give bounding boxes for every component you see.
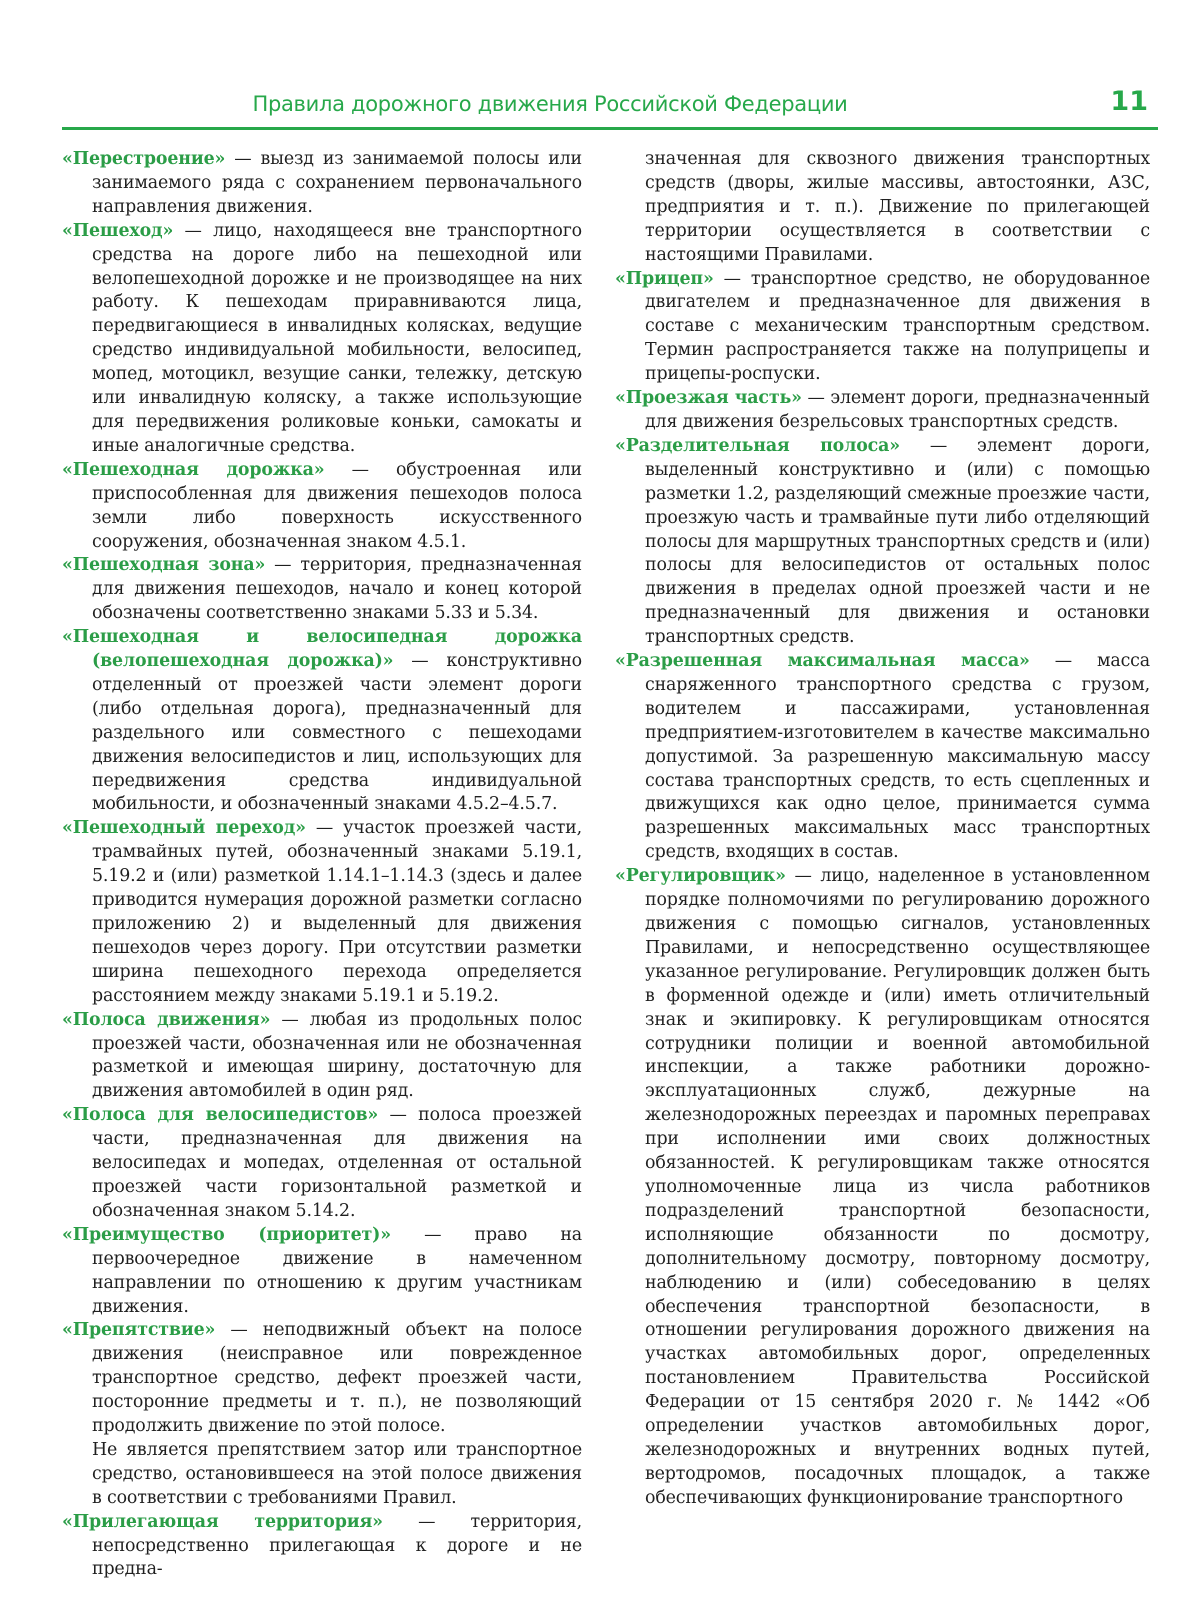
definition-text: — обустроенная или приспособленная для движения пешеходов полоса земли либо поверхность искусственного сооружения, обозначенная знаком 4.5.1.: [92, 459, 582, 552]
definition-text: — территория, предназначенная для движения пешеходов, начало и конец которой обозначены соответственно знаками 5.33 и 5.34.: [92, 555, 582, 624]
definition-text: — любая из продольных полос проезжей части, обозначенная или не обозначенная разметкой и имеющая ширину, достаточную для движения автомобилей в один ряд.: [92, 1009, 582, 1102]
definition-entry: [62, 1104, 582, 1224]
definition-text: — лицо, наделенное в установленном порядке полномочиями по регулированию дорожного движения с помощью сигналов, установленных Правилами, и непосредственно осуществляющее указанное регулирование. Регулировщик должен быть в форменной одежде и (или) иметь отличительный знак и экипировку. К регулировщикам относятся сотрудники полиции и военной автомобильной инспекции, а также работники дорожно-эксплуатационных служб, дежурные на железнодорожных переездах и паромных переправах при исполнении ими своих должностных обязанностей. К регулировщикам также относятся уполномоченные лица из числа работников подразделений транспортной безопасности, исполняющие обязанности по досмотру, дополнительному досмотру, повторному досмотру, наблюдению и (или) собеседованию в целях обеспечения транспортной безопасности, в отношении регулирования дорожного движения на участках автомобильных дорог, определенных постановлением Правительства Российской Федерации от 15 сентября 2020 г. № 1442 «Об определении участков автомобильных дорог, железнодорожных и внутренних водных путей, вертодромов, посадочных площадок, а также обеспечивающих функционирование транспортного: [645, 866, 1150, 1508]
header-divider: [62, 127, 1158, 130]
definition-term: «Прилегающая территория»: [62, 1511, 383, 1532]
definition-term: «Пешеход»: [62, 220, 174, 241]
definition-term: «Полоса движения»: [62, 1009, 271, 1030]
definition-term: «Пешеходная дорожка»: [62, 459, 325, 480]
definition-entry: [62, 1511, 582, 1583]
definition-term: «Пешеходная и велосипедная дорожка (велопешеходная дорожка)»: [62, 627, 582, 672]
definition-term: «Полоса для велосипедистов»: [62, 1105, 379, 1126]
left-column: [62, 148, 582, 1582]
definition-entry: [615, 650, 1150, 865]
definition-entry: [62, 1009, 582, 1105]
page-number: 11: [1110, 86, 1148, 117]
definition-text: — полоса проезжей части, предназначенная для движения на велосипедах и мопедах, отделенная от остальной проезжей части горизонтальной разметкой и обозначенная знаком 5.14.2.: [92, 1105, 582, 1221]
definition-text: — элемент дороги, выделенный конструктивно и (или) с помощью разметки 1.2, разделяющий смежные проезжие части, проезжую часть и трамвайные пути либо отделяющий полосы для маршрутных транспортных средств и (или) полосы для велосипедистов от остальных полос движения в пределах одной проезжей части и не предназначенный для движения и остановки транспортных средств.: [645, 435, 1150, 648]
definition-term: «Регулировщик»: [615, 866, 786, 887]
definition-entry: [62, 1224, 582, 1320]
running-title: Правила дорожного движения Российской Федерации: [252, 92, 848, 116]
definition-continuation: [62, 1439, 582, 1511]
definition-term: «Разрешенная максимальная масса»: [615, 651, 1030, 672]
definition-term: «Преимущество (приоритет)»: [62, 1224, 391, 1245]
right-column: [615, 148, 1150, 1511]
definition-entry: [62, 220, 582, 459]
definition-entry: [62, 459, 582, 555]
definition-text: — элемент дороги, предназначенный для движения безрельсовых транспортных средств.: [645, 388, 1150, 432]
definition-entry: [615, 387, 1150, 435]
definition-text: — выезд из занимаемой полосы или занимаемого ряда с сохранением первоначального направления движения.: [92, 149, 582, 217]
definition-text: — участок проезжей части, трамвайных путей, обозначенный знаками 5.19.1, 5.19.2 и (или) разметкой 1.14.1–1.14.3 (здесь и далее приводится нумерация дорожной разметки согласно приложению 2) и выделенный для движения пешеходов через дорогу. При отсутствии разметки ширина пешеходного перехода определяется расстоянием между знаками 5.19.1 и 5.19.2.: [92, 818, 582, 1006]
definition-text: — право на первоочередное движение в намеченном направлении по отношению к другим участникам движения.: [92, 1224, 582, 1317]
page-header: [62, 84, 1158, 128]
definition-entry: [62, 626, 582, 817]
definition-text: — территория, непосредственно прилегающая к дороге и не предна-: [92, 1511, 582, 1580]
definition-entry: [62, 554, 582, 626]
definition-text: — конструктивно отделенный от проезжей части элемент дороги (либо отдельная дорога), предназначенный для раздельного или совместного с пешеходами движения велосипедистов и лиц, использующих для передвижения средства индивидуальной мобильности, и обозначенный знаками 4.5.2–4.5.7.: [92, 651, 582, 815]
definition-text: значенная для сквозного движения транспортных средств (дворы, жилые массивы, автостоянки, АЗС, предприятия и т. п.). Движение по прилегающей территории осуществляется в соответствии с настоящими Правилами.: [645, 149, 1150, 265]
definition-text: — транспортное средство, не оборудованное двигателем и предназначенное для движения в составе с механическим транспортным средством. Термин распространяется также на полуприцепы и прицепы-роспуски.: [645, 268, 1150, 385]
definition-entry: [62, 817, 582, 1008]
definition-term: «Препятствие»: [62, 1320, 216, 1341]
definition-entry: [615, 268, 1150, 388]
definition-term: «Прицеп»: [615, 268, 714, 289]
definition-entry: [62, 1319, 582, 1439]
definition-continuation: [615, 148, 1150, 268]
definition-text: — лицо, находящееся вне транспортного средства на дороге либо на пешеходной или велопешеходной дорожке и не производящее на них работу. К пешеходам приравниваются лица, передвигающиеся в инвалидных колясках, ведущие средство индивидуальной мобильности, велосипед, мопед, мотоцикл, везущие санки, тележку, детскую или инвалидную коляску, а также использующие для передвижения роликовые коньки, самокаты и иные аналогичные средства.: [92, 220, 582, 456]
definition-text: — неподвижный объект на полосе движения (неисправное или поврежденное транспортное средство, дефект проезжей части, посторонние предметы и т. п.), не позволяющий продолжить движение по этой полосе.: [92, 1320, 582, 1437]
definition-text: Не является препятствием затор или транспортное средство, остановившееся на этой полосе движения в соответствии с требованиями Правил.: [92, 1439, 582, 1508]
definition-term: «Пешеходный переход»: [62, 818, 306, 839]
definition-entry: [615, 865, 1150, 1510]
definition-term: «Разделительная полоса»: [615, 435, 900, 456]
definition-entry: [62, 148, 582, 220]
definition-term: «Перестроение»: [62, 149, 226, 169]
definition-entry: [615, 435, 1150, 650]
definition-term: «Проезжая часть»: [615, 388, 802, 409]
definition-text: — масса снаряженного транспортного средства с грузом, водителем и пассажирами, установленная предприятием-изготовителем в качестве максимально допустимой. За разрешенную максимальную массу состава транспортных средств, то есть сцепленных и движущихся как одно целое, принимается сумма разрешенных максимальных масс транспортных средств, входящих в состав.: [645, 651, 1150, 863]
definition-term: «Пешеходная зона»: [62, 555, 266, 576]
